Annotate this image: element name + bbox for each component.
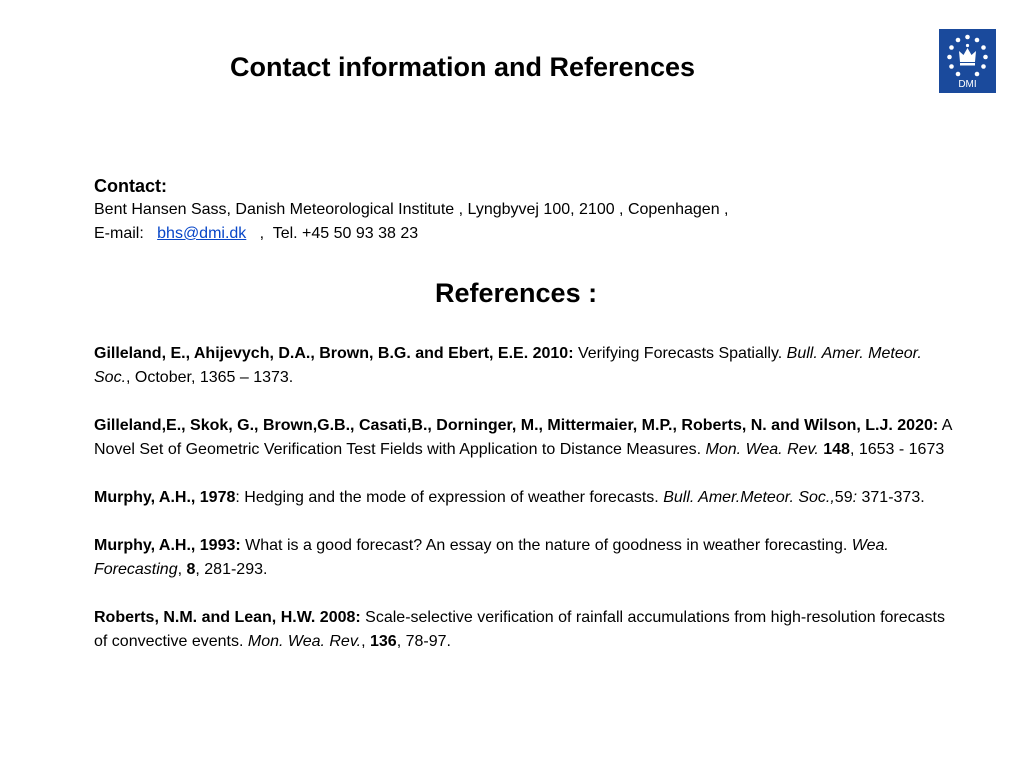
- page-title: Contact information and References: [230, 52, 696, 82]
- reference-authors: Gilleland, E., Ahijevych, D.A., Brown, B.G. and Ebert, E.E. 2010:: [94, 345, 574, 362]
- reference-volume: 59: [834, 489, 853, 506]
- reference-journal: Wea. Forecasting: [94, 537, 889, 578]
- reference-journal: Mon. Wea. Rev.: [705, 441, 819, 458]
- reference-title: A Novel Set of Geometric Verification Test Fields with Application to Distance Measures.: [94, 417, 952, 458]
- reference-sep: ,: [177, 561, 187, 578]
- dmi-logo: [939, 29, 996, 93]
- reference-title: What is a good forecast? An essay on the nature of goodness in weather forecasting.: [240, 537, 852, 554]
- contact-heading: Contact:: [94, 176, 167, 196]
- reference-colon: :: [852, 489, 858, 506]
- email-label: E-mail:: [94, 225, 144, 242]
- reference-title: Scale-selective verification of rainfall accumulations from high-resolution forecasts of convective events.: [94, 609, 945, 650]
- reference-details: , 1653 - 1673: [849, 441, 945, 458]
- reference-volume: 136: [369, 633, 397, 650]
- contact-section: [94, 174, 974, 246]
- contact-address: Bent Hansen Sass, Danish Meteorological Institute , Lyngbyvej 100, 2100 , Copenhagen ,: [94, 201, 729, 218]
- reference-title: Verifying Forecasts Spatially.: [573, 345, 787, 362]
- reference-volume: 8: [186, 561, 196, 578]
- reference-item: [94, 414, 956, 462]
- reference-authors: Gilleland,E., Skok, G., Brown,G.B., Casati,B., Dorninger, M., Mittermaier, M.P., Roberts, N. and Wilson, L.J. 2020:: [94, 417, 939, 434]
- reference-details: , October, 1365 – 1373.: [126, 369, 294, 386]
- reference-title: : Hedging and the mode of expression of weather forecasts.: [235, 489, 664, 506]
- reference-item: [94, 486, 956, 510]
- logo-text: DMI: [958, 79, 977, 90]
- contact-line: [94, 222, 974, 246]
- reference-journal: Bull. Amer.Meteor. Soc.,: [663, 489, 835, 506]
- reference-authors: Murphy, A.H., 1993:: [94, 537, 241, 554]
- reference-authors: Roberts, N.M. and Lean, H.W. 2008:: [94, 609, 361, 626]
- reference-item: [94, 606, 956, 654]
- reference-journal: Bull. Amer. Meteor. Soc.: [94, 345, 922, 386]
- reference-sep: ,: [361, 633, 370, 650]
- reference-item: [94, 342, 956, 390]
- reference-item: [94, 534, 956, 582]
- email-link[interactable]: bhs@dmi.dk: [157, 225, 247, 242]
- tel-text: , Tel. +45 50 93 38 23: [250, 225, 419, 242]
- reference-details: 371-373.: [857, 489, 925, 506]
- reference-volume: 148: [823, 441, 850, 458]
- references-list: [94, 342, 956, 678]
- reference-details: , 78-97.: [396, 633, 451, 650]
- reference-journal: Mon. Wea. Rev.: [247, 633, 362, 650]
- reference-details: , 281-293.: [195, 561, 268, 578]
- reference-authors: Murphy, A.H., 1978: [94, 489, 236, 506]
- references-heading: References :: [435, 278, 598, 308]
